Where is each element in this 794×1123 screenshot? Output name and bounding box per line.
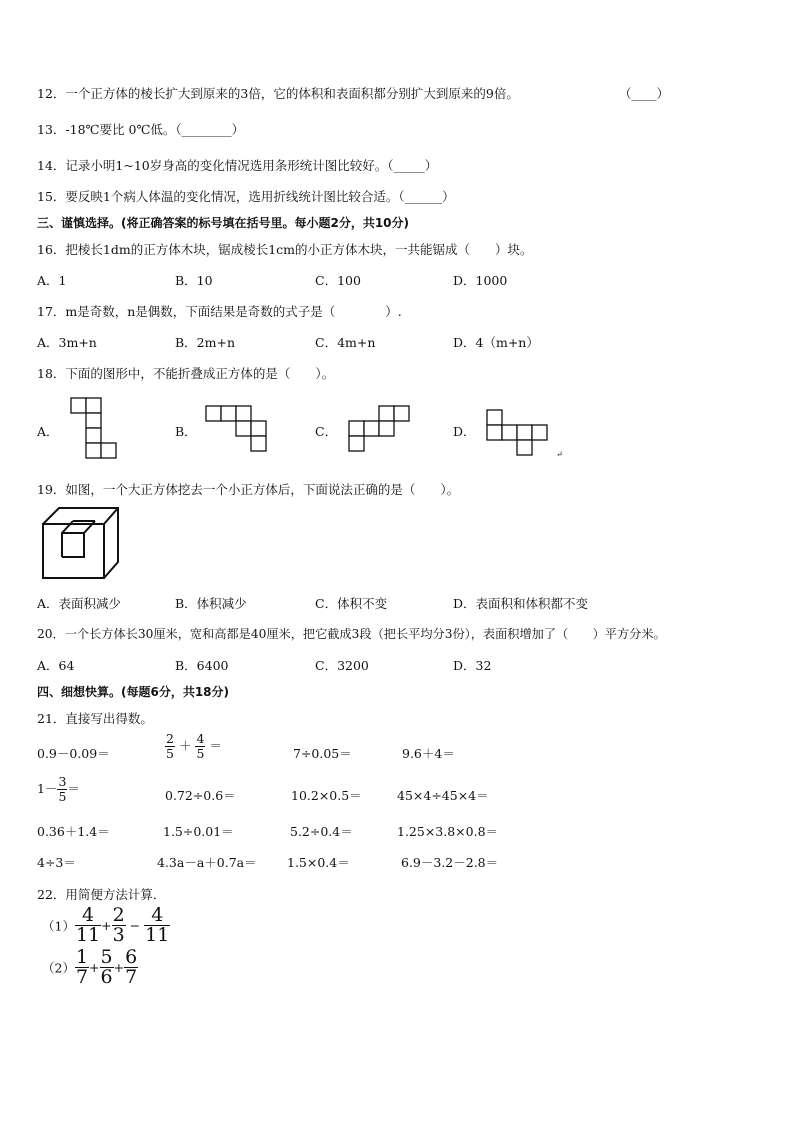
q19-option-b[interactable]: B．体积减少 bbox=[175, 596, 247, 611]
q21-r3-b: 1.5÷0.01＝ bbox=[163, 824, 234, 839]
q21-r4-b: 4.3a－a＋0.7a＝ bbox=[157, 855, 257, 870]
q19-option-d[interactable]: D．表面积和体积都不变 bbox=[453, 596, 589, 611]
q18-option-c[interactable]: C． bbox=[315, 424, 338, 439]
q16-option-b[interactable]: B．10 bbox=[175, 273, 213, 288]
q20-option-a[interactable]: A．64 bbox=[37, 658, 75, 673]
q21-r4-c: 1.5×0.4＝ bbox=[287, 855, 350, 870]
q19-option-c[interactable]: C．体积不变 bbox=[315, 596, 388, 611]
q17-option-c[interactable]: C．4m+n bbox=[315, 335, 376, 350]
q21-r1-c: 7÷0.05＝ bbox=[293, 746, 352, 761]
q21-r1-b: $\frac{2}{5}$ ＋ $\frac{4}{5}$ ＝ bbox=[166, 731, 222, 761]
q20-option-b[interactable]: B．6400 bbox=[175, 658, 229, 673]
q17-text: 17．m是奇数，n是偶数，下面结果是奇数的式子是（ ）. bbox=[37, 304, 402, 319]
q18-text: 18．下面的图形中，不能折叠成正方体的是（ ）。 bbox=[37, 366, 335, 381]
q22-part1: （1） $\frac{4}{11}$ + $\frac{2}{3}$ − $\frac{4}{11}$ bbox=[42, 904, 170, 946]
q19-option-a[interactable]: A．表面积减少 bbox=[37, 596, 122, 611]
q21-text: 21．直接写出得数。 bbox=[37, 711, 153, 726]
return-mark: ↵ bbox=[556, 450, 563, 459]
q18-option-d[interactable]: D． bbox=[453, 424, 476, 439]
q21-r2-d: 45×4÷45×4＝ bbox=[397, 788, 489, 803]
q16-text: 16．把棱长1dm的正方体木块，锯成棱长1cm的小正方体木块，一共能锯成（ ）块。 bbox=[37, 242, 533, 257]
section-3-title: 三、谨慎选择。(将正确答案的标号填在括号里。每小题2分，共10分) bbox=[37, 216, 410, 230]
q21-r3-a: 0.36＋1.4＝ bbox=[37, 824, 110, 839]
net-figure-c bbox=[348, 405, 412, 453]
net-figure-a bbox=[70, 397, 120, 459]
q21-r2-c: 10.2×0.5＝ bbox=[291, 788, 362, 803]
q21-r2-b: 0.72÷0.6＝ bbox=[165, 788, 236, 803]
q21-r1-d: 9.6＋4＝ bbox=[402, 746, 455, 761]
q20-text: 20．一个长方体长30厘米，宽和高都是40厘米，把它截成3段（把长平均分3份），表面积增加了（ ）平方分米。 bbox=[37, 627, 666, 641]
section-4-title: 四、细想快算。(每题6分，共18分) bbox=[37, 685, 230, 699]
q20-option-c[interactable]: C．3200 bbox=[315, 658, 369, 673]
q21-r2-a: 1－ $\frac{3}{5}$ ＝ bbox=[37, 774, 80, 804]
q15-text: 15．要反映1个病人体温的变化情况，选用折线统计图比较合适。（______） bbox=[37, 189, 455, 204]
q21-r3-d: 1.25×3.8×0.8＝ bbox=[397, 824, 499, 839]
q21-r1-a: 0.9－0.09＝ bbox=[37, 746, 110, 761]
q19-text: 19．如图，一个大正方体挖去一个小正方体后，下面说法正确的是（ ）。 bbox=[37, 482, 460, 497]
q12-blank[interactable]: （____） bbox=[619, 86, 670, 101]
q16-option-a[interactable]: A．1 bbox=[37, 273, 67, 288]
q22-part2: （2） $\frac{1}{7}$ + $\frac{5}{6}$ + $\frac{6}{7}$ bbox=[42, 946, 138, 988]
q16-option-d[interactable]: D．1000 bbox=[453, 273, 508, 288]
q21-r4-a: 4÷3＝ bbox=[37, 855, 76, 870]
q22-text: 22．用简便方法计算． bbox=[37, 887, 166, 902]
net-figure-d bbox=[486, 409, 550, 457]
cube-figure bbox=[42, 507, 120, 580]
q17-option-b[interactable]: B．2m+n bbox=[175, 335, 236, 350]
q17-option-d[interactable]: D．4（m+n） bbox=[453, 335, 539, 350]
q18-option-a[interactable]: A． bbox=[37, 424, 59, 439]
q14-text: 14．记录小明1~10岁身高的变化情况选用条形统计图比较好。（_____） bbox=[37, 158, 438, 173]
q17-option-a[interactable]: A．3m+n bbox=[37, 335, 97, 350]
q21-r3-c: 5.2÷0.4＝ bbox=[290, 824, 353, 839]
net-figure-b bbox=[205, 405, 269, 453]
q21-r4-d: 6.9－3.2－2.8＝ bbox=[401, 855, 499, 870]
q20-option-d[interactable]: D．32 bbox=[453, 658, 492, 673]
q18-option-b[interactable]: B． bbox=[175, 424, 197, 439]
q13-text: 13．-18℃要比 0℃低。（________） bbox=[37, 122, 245, 137]
q12-text: 12．一个正方体的棱长扩大到原来的3倍，它的体积和表面积都分别扩大到原来的9倍。 bbox=[37, 86, 519, 101]
q16-option-c[interactable]: C．100 bbox=[315, 273, 361, 288]
